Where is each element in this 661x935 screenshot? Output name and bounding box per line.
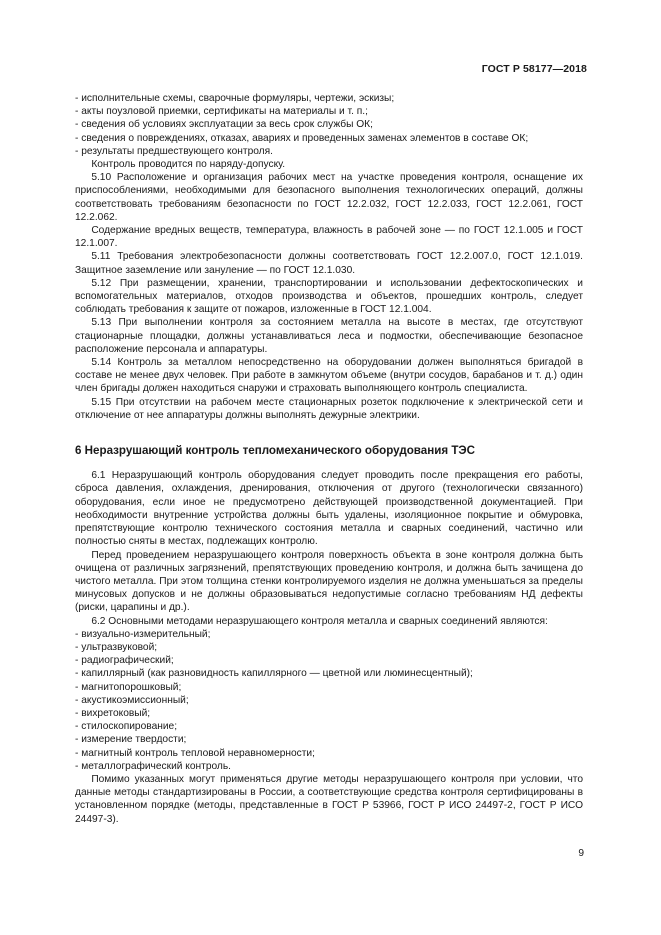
paragraph: 5.10 Расположение и организация рабочих мест на участке проведения контроля, оснащение их приспособлениями, необходимыми для безопасного выполнения технологических операций, должны соответствовать требованиям безопасности по ГОСТ 12.2.032, ГОСТ 12.2.033, ГОСТ 12.2.061, ГОСТ 12.2.062. bbox=[75, 172, 583, 223]
list-item: - ультразвуковой; bbox=[75, 641, 158, 653]
list-item: - визуально-измерительный; bbox=[75, 628, 211, 640]
paragraph: Помимо указанных могут применяться другие методы неразрушающего контроля при условии, что данные методы стандартизированы в России, а соответствующие средства контроля сертифицированы в установленном порядке (методы, представленные в ГОСТ Р 53966, ГОСТ Р ИСО 24497-2, ГОСТ Р ИСО 24497-3). bbox=[75, 773, 583, 825]
list-item: - акустикоэмиссионный; bbox=[75, 694, 189, 706]
list-item: - сведения о повреждениях, отказах, авариях и проведенных заменах элементов в составе ОК; bbox=[75, 132, 529, 144]
list-item: - магнитопорошковый; bbox=[75, 681, 182, 693]
paragraph: 5.12 При размещении, хранении, транспортировании и использовании дефектоскопических и вспомогательных материалов, отходов производства и объектов, прошедших контроль, следует соблюдать требования к защите от пожаров, изложенные в ГОСТ 12.1.004. bbox=[75, 277, 583, 316]
paragraph: 5.14 Контроль за металлом непосредственно на оборудовании должен выполняться бригадой в составе не менее двух человек. При работе в замкнутом объеме (внутри сосудов, барабанов и т. д.) один член бригады должен находиться снаружи и страховать выполняющего контроль специалиста. bbox=[75, 357, 583, 395]
list-item: - металлографический контроль. bbox=[75, 760, 232, 772]
paragraph: Содержание вредных веществ, температура, влажность в рабочей зоне — по ГОСТ 12.1.005 и ГОСТ 12.1.007. bbox=[75, 225, 583, 250]
list-item: - исполнительные схемы, сварочные формуляры, чертежи, эскизы; bbox=[75, 93, 395, 104]
paragraph: 6.1 Неразрушающий контроль оборудования следует проводить после прекращения его работы, сброса давления, охлаждения, дренирования, отключения от другого (технологически связанного) оборудования, если иное не предусмотрено действующей производственной документацией. При необходимости внутренние устройства должны быть удалены, изоляционное покрытие и обмуровка, препятствующие контролю технического состояния металла и сварных соединений, частично или полностью сняты в местах, подлежащих контролю. bbox=[75, 470, 583, 548]
page-body bbox=[75, 92, 583, 826]
list-item: - сведения об условиях эксплуатации за весь срок службы ОК; bbox=[75, 119, 373, 131]
paragraph: Перед проведением неразрушающего контроля поверхность объекта в зоне контроля должна быть очищена от различных загрязнений, препятствующих проведению контроля, и должна быть зачищена до чистого металла. При этом толщина стенки контролируемого изделия не должна уменьшаться за пределы минусовых допусков и не должны образовываться недопустимые согласно требованиям НД дефекты (риски, царапины и др.). bbox=[75, 549, 583, 614]
list-item: - результаты предшествующего контроля. bbox=[75, 145, 273, 157]
list-item: - капиллярный (как разновидность капиллярного — цветной или люминесцентный); bbox=[75, 668, 473, 680]
list-item: - радиографический; bbox=[75, 655, 174, 667]
section-heading: 6 Неразрушающий контроль тепломеханического оборудования ТЭС bbox=[75, 444, 476, 458]
paragraph: 5.15 При отсутствии на рабочем месте стационарных розеток подключение к электрической сети и отключение от нее аппаратуры должны выполнять дежурные электрики. bbox=[75, 396, 583, 421]
paragraph: 6.2 Основными методами неразрушающего контроля металла и сварных соединений являются: bbox=[91, 615, 548, 627]
page-number: 9 bbox=[578, 848, 584, 859]
document-header: ГОСТ Р 58177—2018 bbox=[481, 63, 587, 75]
list-item: - магнитный контроль тепловой неравномерности; bbox=[75, 747, 315, 759]
list-item: - измерение твердости; bbox=[75, 734, 187, 746]
list-item: - вихретоковый; bbox=[75, 707, 151, 719]
list-item: - стилоскопирование; bbox=[75, 721, 178, 733]
paragraph: 5.11 Требования электробезопасности должны соответствовать ГОСТ 12.2.007.0, ГОСТ 12.1.019. Защитное заземление или зануление — по ГОСТ 12.1.030. bbox=[75, 251, 583, 276]
paragraph: 5.13 При выполнении контроля за состоянием металла на высоте в местах, где отсутствуют стационарные площадки, должны устанавливаться леса и подмостки, обеспечивающие безопасное расположение персонала и аппаратуры. bbox=[75, 317, 583, 355]
paragraph: Контроль проводится по наряду-допуску. bbox=[91, 159, 286, 171]
list-item: - акты поузловой приемки, сертификаты на материалы и т. п.; bbox=[75, 106, 368, 118]
